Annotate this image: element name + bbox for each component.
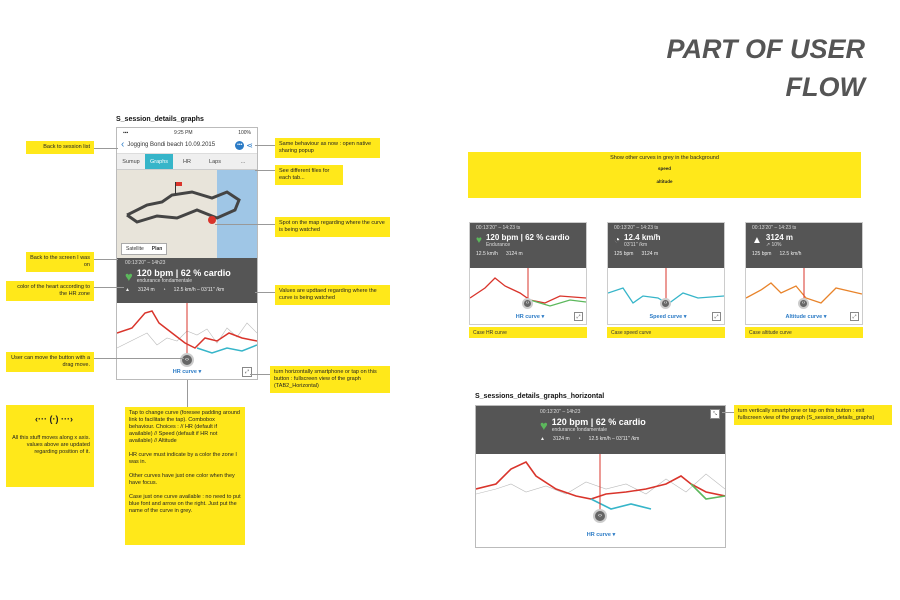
altitude-icon: ▲ [125,287,130,293]
time-range: 00:13'20'' – 14h23 [125,260,166,266]
share-icon[interactable]: ⋖ [246,140,253,150]
drag-knob[interactable]: ‹› [660,298,671,309]
exit-fullscreen-icon[interactable]: ⤡ [710,409,720,419]
connector-line [722,412,734,413]
drag-knob[interactable]: ‹› [798,298,809,309]
fullscreen-icon[interactable]: ⤢ [574,312,583,321]
drag-knob[interactable]: ‹› [180,353,194,367]
note-back-session: Back to session list [26,141,94,154]
card-time: 00:13'20'' – 14:23 ts [752,225,797,231]
map-view[interactable] [117,170,257,258]
note-values-updated: Values are updtaed regarding where the curve is being watched [275,285,390,305]
heart-icon: ♥ [540,417,548,433]
spot-marker [208,216,216,224]
speed-value: 12.5 km/h – 03'11'' /km [588,436,640,442]
grey-curves-text: Show other curves in grey in the background [610,155,719,161]
card-selector[interactable]: Speed curve ▾ [649,314,687,320]
hr-headline: 120 bpm | 62 % cardio [551,417,646,427]
page-title [620,30,865,106]
screen-label: S_session_details_graphs [116,116,204,123]
card-stat2: 3124 m [505,251,523,257]
altitude-value: 3124 m [552,436,570,442]
connector-line [255,170,275,171]
card-sub: 03'11'' /km [624,242,648,248]
heart-icon: ♥ [125,268,133,284]
grey-altitude-label: altitude [656,179,673,184]
page-title-line2: FLOW [785,72,865,102]
card-altitude [745,222,863,325]
card-stat1: 125 bpm [614,251,634,257]
speed-icon: ◔ [577,436,581,442]
fullscreen-icon[interactable]: ⤢ [242,367,252,377]
grey-speed-label: speed [657,166,671,171]
card-hr [469,222,587,325]
note-grey-curves [468,152,861,198]
tab-graphs[interactable]: Graphs [145,154,173,169]
card-sub: ↗ 10% [765,242,782,248]
hr-headline: 120 bpm | 62 % cardio [136,268,231,278]
graph-area[interactable] [117,303,257,379]
curve-selector[interactable]: HR curve ▾ [586,532,616,538]
connector-line [94,148,118,149]
tab-laps[interactable]: Laps [209,159,221,165]
card-headline: 120 bpm | 62 % cardio [485,233,570,242]
flag-pole [175,182,176,194]
card-time: 00:13'20'' – 14:23 ts [476,225,521,231]
more-button[interactable]: ••• [237,141,243,148]
card-selector[interactable]: Altitude curve ▾ [785,314,827,320]
nav-bar [117,137,257,154]
speed-value: 12.5 km/h – 03'11'' /km [173,287,225,293]
status-bar [117,128,257,137]
fullscreen-icon[interactable]: ⤢ [850,312,859,321]
phone-screen [116,127,258,380]
note-back-screen: Back to the screen I was on [26,252,94,272]
note-turn-horizontal: turn horizontally smartphone or tap on this button : fullscreen view of the graph (TAB2_Horizontal) [270,366,390,393]
card-headline: 3124 m [765,233,794,242]
card-headline: 12.4 km/h [624,233,661,242]
tab-bar [117,154,257,170]
caption-hr: Case HR curve [469,327,587,338]
back-icon[interactable]: ‹ [121,139,125,150]
card-stat2: 3124 m [641,251,659,257]
plan-option[interactable]: Plan [151,246,163,252]
heart-icon: ♥ [476,235,482,246]
satellite-option[interactable]: Satellite [126,246,144,252]
fullscreen-icon[interactable]: ⤢ [712,312,721,321]
tab-hr[interactable]: HR [183,159,191,165]
connector-line [250,374,270,375]
curve-selector[interactable]: HR curve ▾ [172,369,202,375]
nav-title: Jogging Bondi beach 10.09.2015 [127,142,216,148]
card-stat1: 12.5 km/h [476,251,498,257]
card-sub: Endurance [485,242,511,248]
connector-line [215,224,275,225]
connector-line [255,145,275,146]
card-selector[interactable]: HR curve ▾ [515,314,545,320]
hr-zone: endurance fondamentale [551,427,608,433]
note-same-behaviour: Same behaviour as now : open native sharing popup [275,138,380,158]
time-range: 00:13'20'' – 14h23 [540,409,581,415]
connector-line [94,287,124,288]
info-panel [117,258,257,303]
status-time: 9:25 PM [173,129,193,136]
connector-line [94,358,184,359]
caption-speed: Case speed curve [607,327,725,338]
speed-icon: ◔ [162,287,166,293]
note-tap-change: Tap to change curve (foresee padding around link to facilitate the tap). Combobox behaviour. Choices : // HR (default if available) // Speed (default if HR not available) // Altitude HR curve must indicate by a color the zone I was in. Other curves have just one color when they have focus. Case just one curve available : no need to put blue font and arrow on the right. Just put the name of the curve in grey. [125,407,245,545]
altitude-value: 3124 m [137,287,155,293]
tab-more[interactable]: ... [240,159,246,165]
note-moves-along-text: All this stuff moves along x axis. values above are updated regarding position of it. [12,435,90,455]
card-speed [607,222,725,325]
horizontal-graph[interactable] [476,454,725,547]
note-turn-vertical: turn vertically smartphone or tap on this button : exit fullscreen view of the graph (S_session_details_graphs) [734,405,892,425]
flag-icon [176,182,182,186]
note-see-tabs: See different files for each tab... [275,165,343,185]
drag-knob[interactable]: ‹› [522,298,533,309]
tab-sumup[interactable]: Sumup [122,159,140,165]
connector-line [94,259,118,260]
caption-altitude: Case altitude curve [745,327,863,338]
map-type-toggle[interactable] [121,243,167,255]
note-drag-button: User can move the button with a drag move. [6,352,94,372]
drag-arrows-icon: ‹··· (·) ···› [35,414,73,424]
route-path [127,192,239,222]
signal-icon: ▪▪▪ [123,129,129,136]
speed-icon: ◔ [614,235,621,246]
note-heart-color: color of the heart according to the HR zone [6,281,94,301]
card-stat2: 12.5 km/h [779,251,802,257]
card-stat1: 125 bpm [752,251,772,257]
page-title-line1: PART OF USER [666,34,865,64]
drag-knob[interactable]: ‹› [593,509,607,523]
connector-line [187,380,188,407]
connector-line [255,292,275,293]
battery-label: 100% [238,129,251,136]
altitude-icon: ▲ [540,436,545,442]
horizontal-screen [475,405,726,548]
horizontal-label: S_sessions_details_graphs_horizontal [475,393,605,400]
note-spot-map: Spot on the map regarding where the curve is being watched [275,217,390,237]
altitude-icon: ▲ [752,235,762,246]
card-time: 00:13'20'' – 14:23 ts [614,225,659,231]
hr-zone: endurance fondamentale [136,278,193,284]
